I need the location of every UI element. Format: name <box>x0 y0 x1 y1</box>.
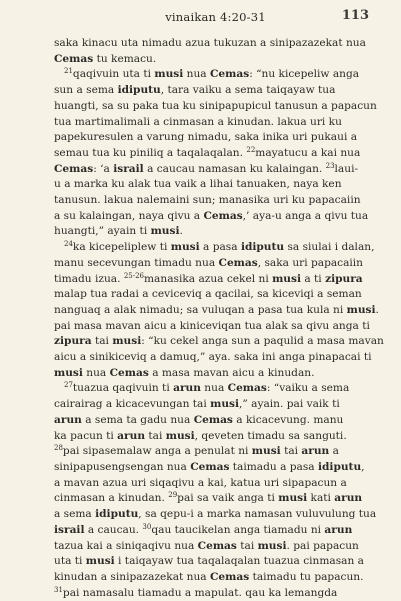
text-line <box>54 460 377 476</box>
text-run: : “vaiku a sema <box>266 382 350 395</box>
text-line <box>54 99 377 115</box>
emphasized-name: musi <box>85 555 115 568</box>
verse-number: 21 <box>64 67 73 76</box>
emphasized-name: Cemas <box>218 256 258 269</box>
emphasized-name: Cemas <box>54 162 94 175</box>
text-run: kati <box>307 492 335 505</box>
emphasized-name: zipura <box>325 272 363 285</box>
text-line <box>54 350 377 366</box>
text-run: , qeveten timadu sa sanguti. <box>194 429 347 442</box>
text-run: a ti <box>300 272 326 285</box>
text-line <box>54 193 377 209</box>
text-line <box>54 523 377 539</box>
emphasized-name: musi <box>278 492 308 505</box>
text-run: , sa qepu-i a marka namasan vuluvulung tua <box>138 508 377 521</box>
text-line <box>54 272 377 288</box>
verse-number: 27 <box>64 381 73 390</box>
text-run: a su kalaingan, naya qivu a <box>54 209 204 222</box>
text-run: cinmasan a kinudan. <box>54 492 169 505</box>
text-run: kinudan a sinipazazekat nua <box>54 570 210 583</box>
text-run: tanusun. lakua nalemaini sun; manasika uri ku papacaiin <box>54 194 361 207</box>
text-run: a kicacevung. manu <box>232 413 344 426</box>
text-run: tua martimalimali a cinmasan a kinudan. lakua uri ku <box>54 115 342 128</box>
text-run: huangti, sa su paka tua ku sinipapupicul tanusun a papacun <box>54 99 377 112</box>
emphasized-name: musi <box>170 241 200 254</box>
text-run: tai <box>145 429 166 442</box>
text-line <box>54 570 377 586</box>
emphasized-name: arun <box>301 445 330 458</box>
text-run: a masa mavan aicu a kinudan. <box>148 366 315 379</box>
text-run: mayatucu a kai nua <box>255 146 361 159</box>
text-run: saka kinacu uta nimadu azua tukuzan a sinipazazekat nua <box>54 37 366 49</box>
text-run: nanguaq a alak nimadu; sa vuluqan a pasa tua kula ni <box>54 303 347 316</box>
text-run: . <box>375 303 379 316</box>
text-run: nua <box>200 382 228 395</box>
text-line <box>54 303 377 319</box>
text-line <box>54 491 377 507</box>
text-run: tazua kai a siniqaqivu nua <box>54 539 198 552</box>
text-run: tu kemacu. <box>93 52 157 65</box>
text-line <box>54 240 377 256</box>
emphasized-name: arun <box>334 492 363 505</box>
text-run: malap tua radai a ceviceviq a qacilai, sa kiceviqi a seman <box>54 288 362 301</box>
text-line <box>54 209 377 225</box>
text-line <box>54 52 377 68</box>
emphasized-name: Cemas <box>227 382 267 395</box>
text-line <box>54 146 377 162</box>
emphasized-name: musi <box>165 429 195 442</box>
text-run: manasika azua cekel ni <box>144 272 273 285</box>
text-line <box>54 444 377 460</box>
emphasized-name: Cemas <box>190 460 230 473</box>
text-line <box>54 130 377 146</box>
text-run: pai masa mavan aicu a kiniceviqan tua alak sa qivu anga ti <box>54 319 370 332</box>
emphasized-name: musi <box>154 68 184 81</box>
emphasized-name: musi <box>54 366 83 379</box>
text-line <box>54 413 377 429</box>
text-run: nua <box>183 68 210 81</box>
text-line <box>54 36 377 52</box>
text-line <box>54 177 377 193</box>
text-run: a mavan azua uri siqaqivu a kai, katua uri sipapacun a <box>54 476 347 489</box>
text-run: timadu izua. <box>54 272 124 285</box>
emphasized-name: zipura <box>54 335 92 348</box>
emphasized-name: idiputu <box>95 508 139 521</box>
text-run: a caucau. <box>84 523 143 536</box>
text-run: taimadu tu papacun. <box>249 570 364 583</box>
text-run: a sema ta gadu nua <box>81 413 194 426</box>
text-run: : ‘a <box>93 162 114 175</box>
text-run: a pasa <box>199 241 241 254</box>
verse-number: 25-26 <box>123 271 145 280</box>
text-run: a caucau namasan ku kalaingan. <box>143 162 326 175</box>
text-run: tai <box>236 539 258 552</box>
text-run: sinipapusengsengan nua <box>54 460 191 473</box>
text-line <box>54 334 384 350</box>
text-line <box>54 539 377 555</box>
text-run: sa siulai i dalan, <box>284 241 375 254</box>
emphasized-name: idiputu <box>240 241 285 254</box>
text-run: a sema <box>54 508 96 521</box>
emphasized-name: musi <box>112 335 142 348</box>
text-run: : “nu kicepeliw anga <box>249 68 360 81</box>
text-run: : “ku cekel anga sun a paqulid a masa mavan <box>141 335 384 348</box>
text-run: ,’ aya-u anga a qivu tua <box>242 209 369 222</box>
emphasized-name: musi <box>150 225 180 238</box>
emphasized-name: Cemas <box>193 413 233 426</box>
verse-number: 28 <box>54 444 63 453</box>
scripture-text <box>54 36 384 599</box>
emphasized-name: Cemas <box>197 539 237 552</box>
text-run: ,” ayain. pai vaik ti <box>239 398 340 411</box>
verse-number: 24 <box>64 240 73 249</box>
text-run: pai sa vaik anga ti <box>177 492 279 505</box>
text-line <box>54 397 377 413</box>
text-run: pai namasalu tiamadu a mapulat. qau ka lemangda <box>62 586 338 599</box>
emphasized-name: musi <box>257 539 287 552</box>
text-line <box>54 507 377 523</box>
text-line <box>54 366 377 382</box>
emphasized-name: musi <box>251 445 281 458</box>
text-run: semau tua ku piniliq a taqalaqalan. <box>54 146 247 159</box>
text-run: i taiqayaw tua taqalaqalan tuazua cinmasan a <box>114 555 364 568</box>
text-run: cairairag a kicacevungan tai <box>54 398 211 411</box>
text-run: tai <box>91 335 113 348</box>
verse-number: 29 <box>168 491 178 500</box>
verse-number: 23 <box>325 161 335 170</box>
text-line <box>54 162 377 178</box>
text-line <box>54 319 377 335</box>
text-run: ka kicepeliplew ti <box>72 241 171 254</box>
running-head: vinaikan 4:20-31 <box>165 10 266 24</box>
text-run: tai <box>280 445 302 458</box>
emphasized-name: israil <box>113 162 144 175</box>
verse-number: 30 <box>142 522 152 531</box>
text-run: , tara vaiku a sema taiqayaw tua <box>160 84 336 97</box>
text-line <box>54 115 377 131</box>
text-run: ka pacun ti <box>54 429 118 442</box>
page-header <box>54 8 377 30</box>
verse-number: 31 <box>54 585 63 594</box>
text-line <box>54 287 377 303</box>
text-line <box>54 586 377 601</box>
emphasized-name: idiputu <box>117 84 161 97</box>
text-line <box>54 256 377 272</box>
page-number: 113 <box>341 8 369 23</box>
text-run: , <box>361 460 365 473</box>
text-run: taimadu a pasa <box>229 460 318 473</box>
emphasized-name: arun <box>54 413 82 426</box>
emphasized-name: arun <box>173 382 201 395</box>
text-line <box>54 83 377 99</box>
emphasized-name: arun <box>117 429 146 442</box>
text-run: papekuresulen a varung nimadu, saka inika uri pukaui a <box>54 131 358 144</box>
text-line <box>54 429 377 445</box>
emphasized-name: musi <box>346 303 376 316</box>
text-run: qau taucikelan anga tiamadu ni <box>151 523 325 536</box>
text-line <box>54 476 377 492</box>
text-run: qaqivuin uta ti <box>72 68 155 81</box>
emphasized-name: Cemas <box>209 68 250 81</box>
emphasized-name: Cemas <box>203 209 243 222</box>
text-run: huangti,” ayain ti <box>54 225 151 238</box>
text-line <box>54 554 377 570</box>
emphasized-name: arun <box>324 523 353 536</box>
text-line <box>54 381 377 397</box>
text-line <box>54 224 377 240</box>
text-run: laui- <box>334 162 359 175</box>
text-line <box>54 67 377 83</box>
emphasized-name: israil <box>54 523 85 536</box>
emphasized-name: musi <box>272 272 301 285</box>
text-run: manu secevungan timadu nua <box>54 256 219 269</box>
text-run: u a marka ku alak tua vaik a lihai tanuaken, naya ken <box>54 178 342 191</box>
emphasized-name: idiputu <box>317 460 362 473</box>
text-run: nua <box>82 366 110 379</box>
text-run: . <box>179 225 183 238</box>
verse-number: 22 <box>246 145 256 154</box>
emphasized-name: Cemas <box>109 366 149 379</box>
emphasized-name: Cemas <box>54 52 94 65</box>
emphasized-name: Cemas <box>210 570 250 583</box>
text-run: pai sipasemalaw anga a penulat ni <box>62 445 252 458</box>
text-run: tuazua qaqivuin ti <box>72 382 174 395</box>
text-run: , saka uri papacaiin <box>257 256 364 269</box>
text-run: aicu a sinikiceviq a damuq,” aya. saka ini anga pinapacai ti <box>54 351 372 364</box>
text-run: sun a sema <box>54 84 118 97</box>
emphasized-name: musi <box>210 398 240 411</box>
text-run: . pai papacun <box>286 539 359 552</box>
text-run: uta ti <box>54 555 86 568</box>
text-run: a <box>329 445 339 458</box>
